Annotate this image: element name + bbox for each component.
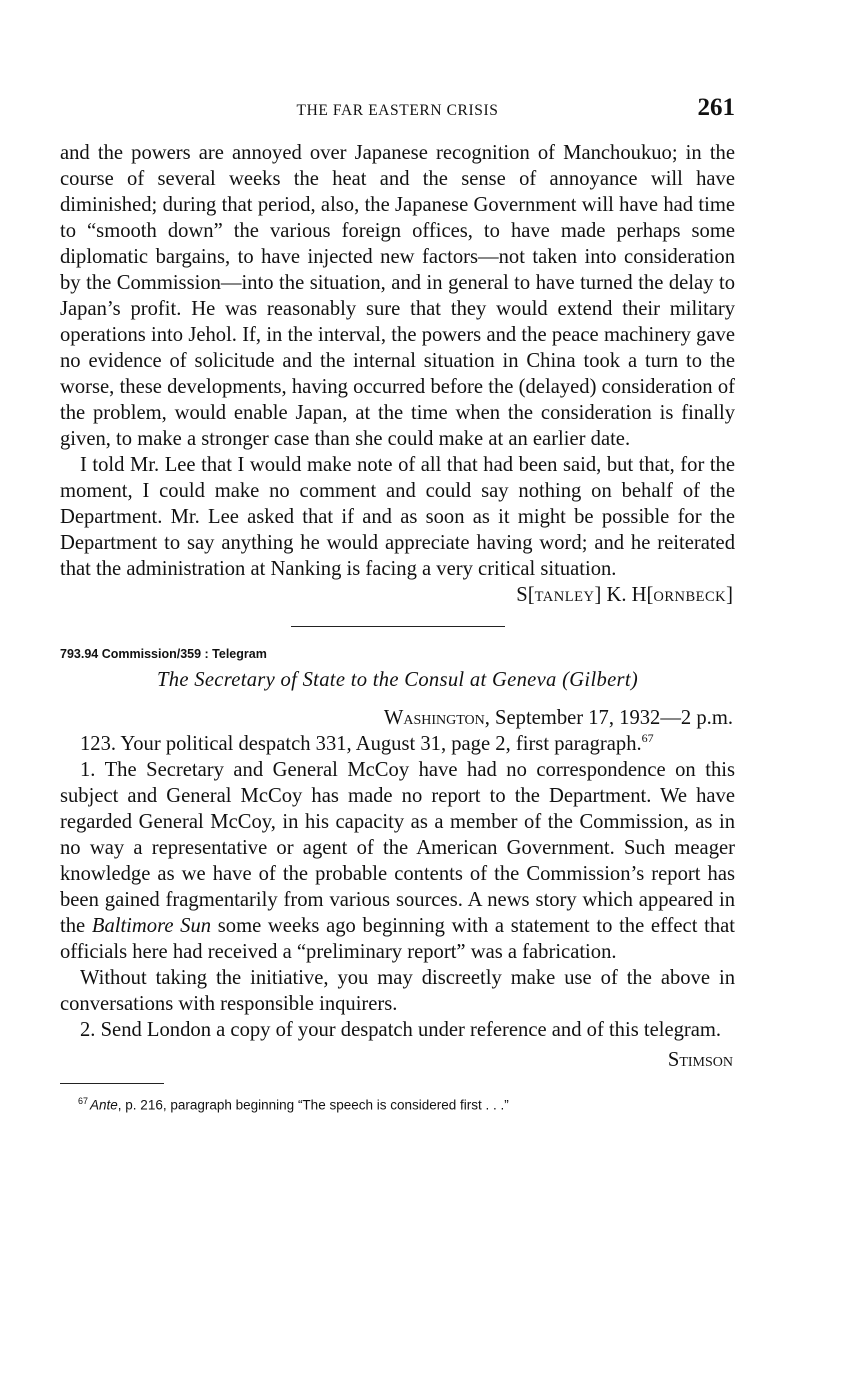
section-divider: [291, 626, 505, 627]
running-title: THE FAR EASTERN CRISIS: [296, 102, 499, 119]
newspaper-title: Baltimore Sun: [91, 915, 212, 937]
document-heading: The Secretary of State to the Consul at Geneva (Gilbert): [156, 669, 638, 691]
running-header: [60, 96, 735, 128]
footnote: $^{67}$ Ante, p. 216, paragraph beginning “The speech is considered first . . .”: [78, 1096, 509, 1113]
telegram-signature: Stimson: [667, 1049, 733, 1071]
memo-signature: S[TANLEY] K. H[ORNBECK]: [516, 584, 733, 606]
footnote-divider: [60, 1083, 164, 1084]
telegram-paragraph-2: 2. Send London a copy of your despatch under reference and of this telegram.: [80, 1019, 722, 1041]
memo-paragraph-1: and the powers are annoyed over Japanese recognition of Manchoukuo; in the course of several weeks the heat and the sense of annoyance will have diminished; during that period, also, the Japanese Government will have had time to “smooth down” the various foreign offices, to have made perhaps some diplomatic bargains, to have injected new factors—not taken into consideration by the Commission—into the situation, and in general to have turned the delay to Japan’s profit. He was reasonably sure that they would extend their military operations into Jehol. If, in the interval, the powers and the peace machinery gave no evidence of solicitude and the internal situation in China took a turn to the worse, these developments, having occurred before the (delayed) consideration of the problem, would enable Japan, at the time when the consideration is finally given, to make a stronger case than she could make at an earlier date.: [60, 142, 735, 450]
telegram-paragraph-123: 123. Your political despatch 331, August 31, page 2, first paragraph.$^{67}$: [80, 731, 654, 755]
telegram-paragraph-1: 1. The Secretary and General McCoy have had no correspondence on this subject and General McCoy has made no report to the Department. We have regarded General McCoy, in his capacity as a member of the Commission, as in no way a representative or agent of the American Government. Such meager knowledge as we have of the probable contents of the Commission’s report has been gained fragmentarily from various sources. A news story which appeared in the Baltimore Sun some weeks ago beginning with a statement to the effect that officials here had received a “preliminary report” was a fabrication.: [60, 759, 735, 963]
page-number: 261: [697, 94, 735, 121]
dateline: Washington, September 17, 1932—2 p.m.: [383, 707, 733, 729]
memo-paragraph-2: I told Mr. Lee that I would make note of all that had been said, but that, for the moment, I could make no comment and could say nothing on behalf of the Department. Mr. Lee asked that if and as soon as it might be possible for the Department to say anything he would appreciate having word; and he reiterated that the administration at Nanking is facing a very critical situation.: [60, 454, 735, 580]
footnote-reference: 67: [641, 731, 654, 746]
telegram-paragraph-without: Without taking the initiative, you may discreetly make use of the above in conversations with responsible inquirers.: [60, 967, 735, 1015]
file-reference: 793.94 Commission/359 : Telegram: [60, 647, 267, 661]
footnote-mark: 67: [78, 1096, 89, 1106]
body-text: [60, 140, 735, 1115]
